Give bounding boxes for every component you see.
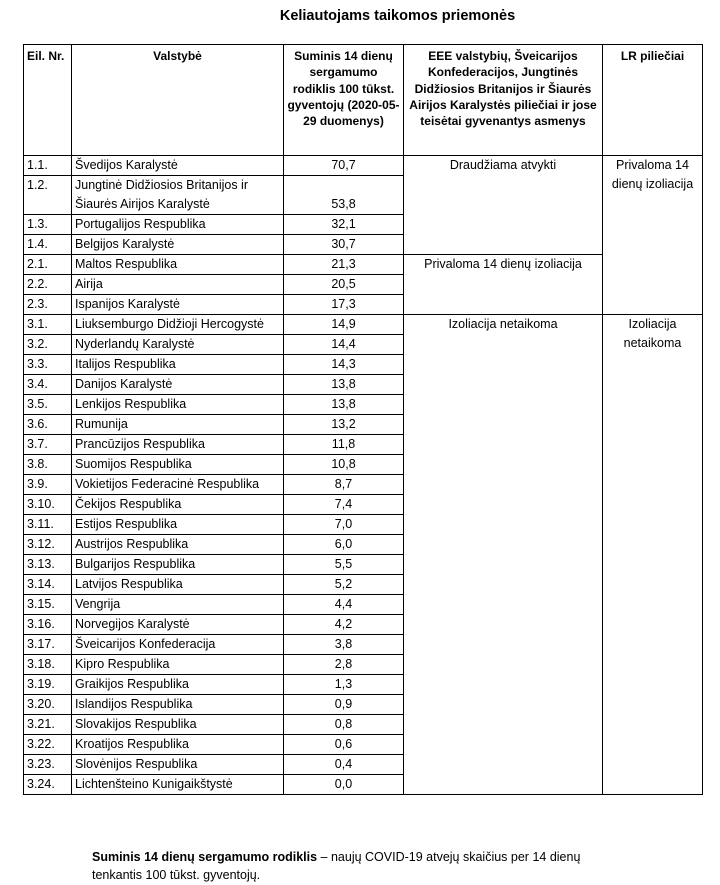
- table-header-row: [24, 45, 703, 156]
- row-number: 3.15.: [24, 595, 72, 615]
- footnote-definition: – naujų COVID-19 atvejų skaičius per 14 dienų tenkantis 100 tūkst. gyventojų.: [92, 850, 581, 882]
- row-state: Norvegijos Karalystė: [72, 615, 284, 635]
- table-row: [24, 315, 703, 335]
- row-number: 3.7.: [24, 435, 72, 455]
- row-state: Bulgarijos Respublika: [72, 555, 284, 575]
- header-lr: LR piliečiai: [603, 45, 703, 156]
- row-number: 3.5.: [24, 395, 72, 415]
- eee-measure: Draudžiama atvykti: [404, 156, 603, 255]
- row-number: 3.23.: [24, 755, 72, 775]
- row-rate: 3,8: [284, 635, 404, 655]
- row-number: 3.11.: [24, 515, 72, 535]
- header-rate: Suminis 14 dienų sergamumo rodiklis 100 tūkst. gyventojų (2020-05-29 duomenys): [284, 45, 404, 156]
- row-rate: 5,2: [284, 575, 404, 595]
- row-number: 2.3.: [24, 295, 72, 315]
- row-rate: 14,4: [284, 335, 404, 355]
- row-state: Šveicarijos Konfederacija: [72, 635, 284, 655]
- row-rate: 70,7: [284, 156, 404, 176]
- row-rate: 13,2: [284, 415, 404, 435]
- row-state: Ispanijos Karalystė: [72, 295, 284, 315]
- row-rate: 17,3: [284, 295, 404, 315]
- row-number: 2.1.: [24, 255, 72, 275]
- row-state: Lenkijos Respublika: [72, 395, 284, 415]
- header-state: Valstybė: [72, 45, 284, 156]
- row-number: 3.12.: [24, 535, 72, 555]
- row-rate: 13,8: [284, 395, 404, 415]
- row-number: 3.20.: [24, 695, 72, 715]
- row-state: Estijos Respublika: [72, 515, 284, 535]
- row-number: 3.17.: [24, 635, 72, 655]
- row-state: Kipro Respublika: [72, 655, 284, 675]
- row-number: 3.3.: [24, 355, 72, 375]
- row-number: 3.18.: [24, 655, 72, 675]
- row-rate: 0,6: [284, 735, 404, 755]
- row-state: Prancūzijos Respublika: [72, 435, 284, 455]
- row-state: Liuksemburgo Didžioji Hercogystė: [72, 315, 284, 335]
- table-row: [24, 255, 703, 275]
- row-state: Rumunija: [72, 415, 284, 435]
- row-number: 2.2.: [24, 275, 72, 295]
- row-rate: 0,8: [284, 715, 404, 735]
- eee-measure: Izoliacija netaikoma: [404, 315, 603, 795]
- lr-measure: Izoliacija netaikoma: [603, 315, 703, 795]
- row-number: 3.16.: [24, 615, 72, 635]
- travel-measures-table: [23, 44, 703, 795]
- row-rate: 5,5: [284, 555, 404, 575]
- eee-measure: Privaloma 14 dienų izoliacija: [404, 255, 603, 315]
- row-rate: 4,2: [284, 615, 404, 635]
- row-state: Islandijos Respublika: [72, 695, 284, 715]
- row-rate: 20,5: [284, 275, 404, 295]
- row-number: 1.1.: [24, 156, 72, 176]
- header-eee: EEE valstybių, Šveicarijos Konfederacijos, Jungtinės Didžiosios Britanijos ir Šiaurės Airijos Karalystės piliečiai ir jose teisėtai gyvenantys asmenys: [404, 45, 603, 156]
- row-state: Suomijos Respublika: [72, 455, 284, 475]
- row-rate: 53,8: [284, 176, 404, 215]
- row-number: 3.2.: [24, 335, 72, 355]
- row-state: Vokietijos Federacinė Respublika: [72, 475, 284, 495]
- row-number: 3.24.: [24, 775, 72, 795]
- row-rate: 14,9: [284, 315, 404, 335]
- row-state: Portugalijos Respublika: [72, 215, 284, 235]
- row-rate: 7,0: [284, 515, 404, 535]
- row-rate: 6,0: [284, 535, 404, 555]
- row-rate: 0,9: [284, 695, 404, 715]
- table-body: [24, 156, 703, 795]
- row-rate: 11,8: [284, 435, 404, 455]
- row-number: 3.9.: [24, 475, 72, 495]
- row-rate: 1,3: [284, 675, 404, 695]
- row-state: Danijos Karalystė: [72, 375, 284, 395]
- row-state: Maltos Respublika: [72, 255, 284, 275]
- row-rate: 2,8: [284, 655, 404, 675]
- row-rate: 7,4: [284, 495, 404, 515]
- row-number: 3.19.: [24, 675, 72, 695]
- row-number: 3.14.: [24, 575, 72, 595]
- row-number: 1.4.: [24, 235, 72, 255]
- footnote-term: Suminis 14 dienų sergamumo rodiklis: [92, 850, 318, 864]
- row-state: Slovakijos Respublika: [72, 715, 284, 735]
- row-number: 3.1.: [24, 315, 72, 335]
- row-state: Italijos Respublika: [72, 355, 284, 375]
- table-row: [24, 156, 703, 176]
- lr-measure: Privaloma 14 dienų izoliacija: [603, 156, 703, 315]
- row-state: Slovėnijos Respublika: [72, 755, 284, 775]
- row-rate: 10,8: [284, 455, 404, 475]
- row-state: Latvijos Respublika: [72, 575, 284, 595]
- row-state: Lichtenšteino Kunigaikštystė: [72, 775, 284, 795]
- row-state: Jungtinė Didžiosios Britanijos ir Šiaurės Airijos Karalystė: [72, 176, 284, 215]
- row-state: Austrijos Respublika: [72, 535, 284, 555]
- row-rate: 8,7: [284, 475, 404, 495]
- row-rate: 4,4: [284, 595, 404, 615]
- header-nr: Eil. Nr.: [24, 45, 72, 156]
- row-rate: 30,7: [284, 235, 404, 255]
- row-state: Graikijos Respublika: [72, 675, 284, 695]
- row-rate: 13,8: [284, 375, 404, 395]
- row-number: 3.13.: [24, 555, 72, 575]
- footnote: [92, 848, 632, 884]
- row-state: Belgijos Karalystė: [72, 235, 284, 255]
- row-number: 3.4.: [24, 375, 72, 395]
- row-number: 1.3.: [24, 215, 72, 235]
- row-number: 1.2.: [24, 176, 72, 215]
- row-state: Vengrija: [72, 595, 284, 615]
- row-number: 3.10.: [24, 495, 72, 515]
- row-number: 3.8.: [24, 455, 72, 475]
- row-number: 3.22.: [24, 735, 72, 755]
- row-rate: 21,3: [284, 255, 404, 275]
- row-rate: 14,3: [284, 355, 404, 375]
- row-number: 3.6.: [24, 415, 72, 435]
- row-state: Airija: [72, 275, 284, 295]
- row-rate: 0,0: [284, 775, 404, 795]
- row-rate: 0,4: [284, 755, 404, 775]
- row-state: Švedijos Karalystė: [72, 156, 284, 176]
- row-state: Čekijos Respublika: [72, 495, 284, 515]
- page-title: Keliautojams taikomos priemonės: [279, 8, 516, 24]
- row-state: Nyderlandų Karalystė: [72, 335, 284, 355]
- row-state: Kroatijos Respublika: [72, 735, 284, 755]
- row-rate: 32,1: [284, 215, 404, 235]
- row-number: 3.21.: [24, 715, 72, 735]
